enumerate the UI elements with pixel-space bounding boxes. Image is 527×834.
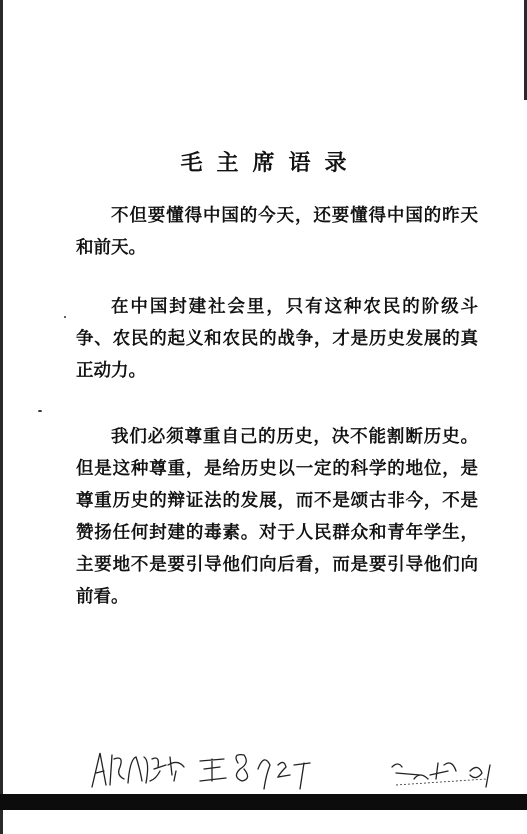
handwritten-library-marks	[0, 745, 527, 795]
page-title: 毛主席语录	[180, 151, 361, 176]
page-bottom-band	[0, 794, 527, 810]
quote-paragraph-3: 我们必须尊重自己的历史，决不能割断历史。但是这种尊重，是给历史以一定的科学的地位，是尊重历史的辩证法的发展，而不是颂古非今，不是赞扬任何封建的毒素。对于人民群众和青年学生，主要地不是要引导他们向后看，而是要引导他们向前看。	[76, 427, 478, 607]
quote-paragraph-2: 在中国封建社会里，只有这种农民的阶级斗争、农民的起义和农民的战争，才是历史发展的真正动力。	[76, 297, 478, 381]
speck	[38, 410, 42, 412]
page-left-edge-shadow	[0, 0, 3, 834]
quote-paragraph-1: 不但要懂得中国的今天，还要懂得中国的昨天和前天。	[76, 206, 478, 258]
speck	[64, 316, 66, 318]
